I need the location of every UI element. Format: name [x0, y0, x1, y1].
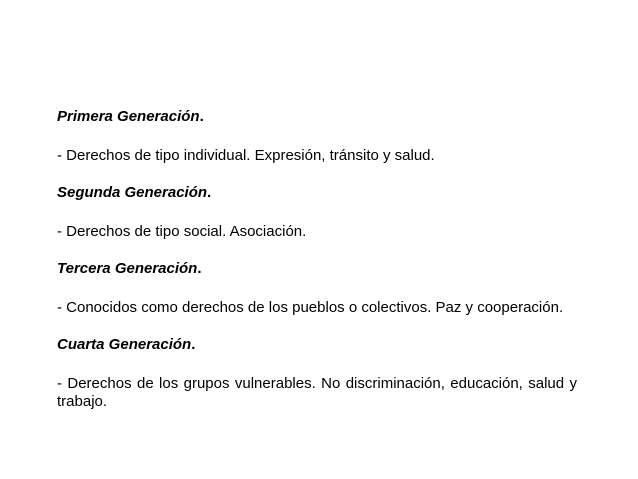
section-body-segunda: - Derechos de tipo social. Asociación.: [57, 223, 307, 240]
section-title-text: Segunda Generación: [57, 184, 208, 201]
section-body-primera: - Derechos de tipo individual. Expresión, tránsito y salud.: [57, 147, 435, 164]
section-title-punct: .: [199, 108, 204, 125]
section-title-text: Tercera Generación: [57, 260, 198, 277]
section-title-cuarta: [57, 335, 577, 355]
section-title-text: Primera Generación: [57, 108, 200, 125]
document-content: [57, 107, 577, 429]
section-title-punct: .: [197, 260, 202, 277]
section-title-segunda: [57, 183, 577, 203]
section-title-punct: .: [191, 336, 196, 353]
section-title-tercera: [57, 259, 577, 279]
section-body-cuarta: - Derechos de los grupos vulnerables. No discriminación, educación, salud y trabajo.: [57, 375, 577, 410]
section-title-punct: .: [207, 184, 212, 201]
section-title-text: Cuarta Generación: [57, 336, 192, 353]
section-title-primera: [57, 107, 577, 127]
section-body-tercera: - Conocidos como derechos de los pueblos o colectivos. Paz y cooperación.: [57, 299, 564, 316]
